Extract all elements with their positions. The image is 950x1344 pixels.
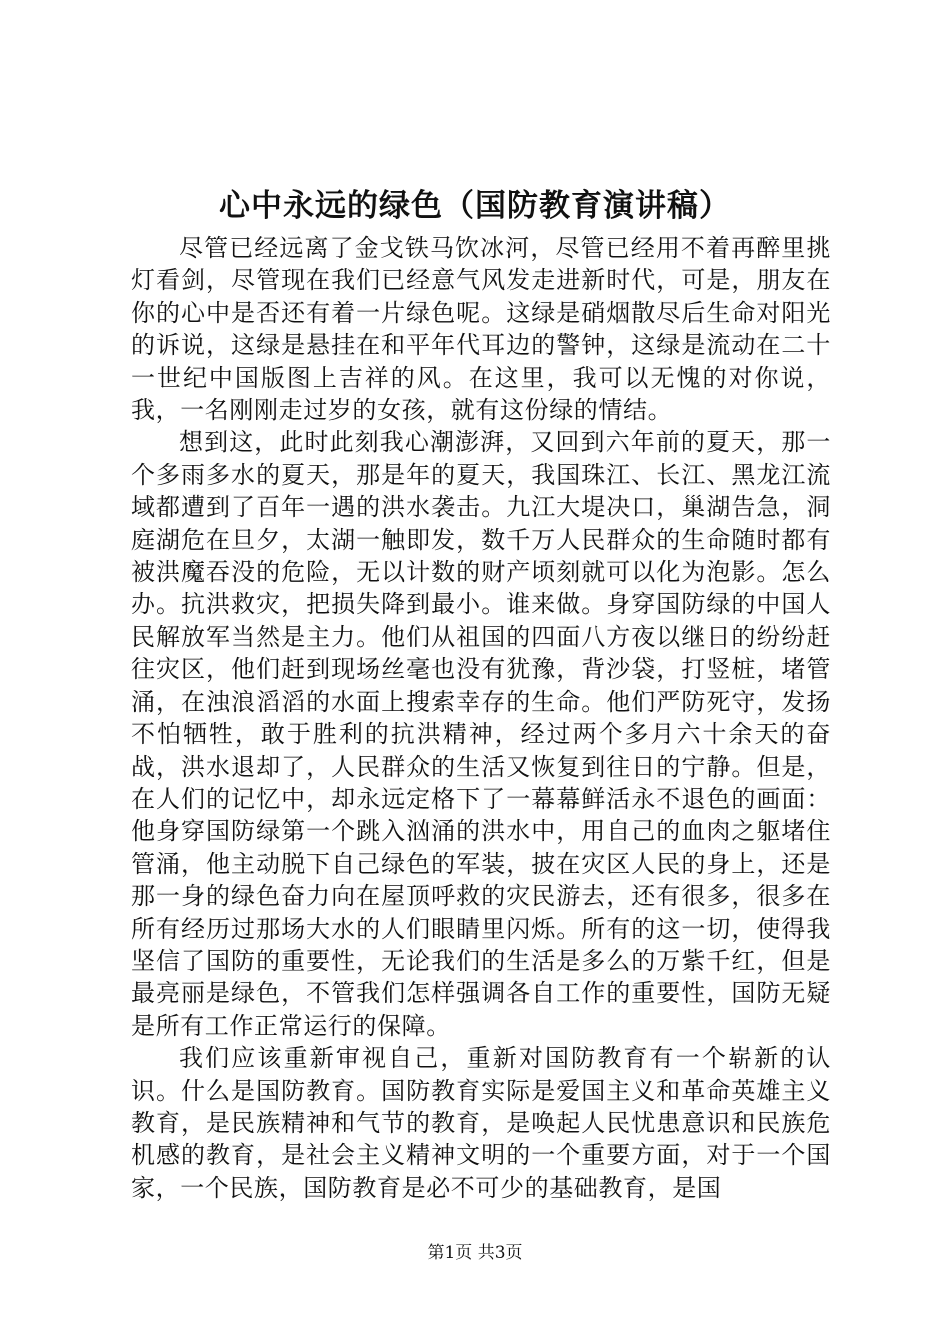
- paragraph-2: 想到这，此时此刻我心潮澎湃，又回到六年前的夏天，那一个多雨多水的夏天，那是年的夏天，我国珠江、长江、黑龙江流域都遭到了百年一遇的洪水袭击。九江大堤决口，巢湖告急，洞庭湖危在旦夕，太湖一触即发，数千万人民群众的生命随时都有被洪魔吞没的危险，无以计数的财产顷刻就可以化为泡影。怎么办。抗洪救灾，把损失降到最小。谁来做。身穿国防绿的中国人民解放军当然是主力。他们从祖国的四面八方夜以继日的纷纷赶往灾区，他们赶到现场丝毫也没有犹豫，背沙袋，打竖桩，堵管涌，在浊浪滔滔的水面上搜索幸存的生命。他们严防死守，发扬不怕牺牲，敢于胜利的抗洪精神，经过两个多月六十余天的奋战，洪水退却了，人民群众的生活又恢复到往日的宁静。但是，在人们的记忆中，却永远定格下了一幕幕鲜活永不退色的画面：他身穿国防绿第一个跳入汹涌的洪水中，用自己的血肉之躯堵住管涌，他主动脱下自己绿色的军装，披在灾区人民的身上，还是那一身的绿色奋力向在屋顶呼救的灾民游去，还有很多，很多在所有经历过那场大水的人们眼睛里闪烁。所有的这一切，使得我坚信了国防的重要性，无论我们的生活是多么的万紫千红，但是最亮丽是绿色，不管我们怎样强调各自工作的重要性，国防无疑是所有工作正常运行的保障。: [131, 428, 831, 1040]
- page-number-footer: 第1页 共3页: [427, 1243, 523, 1263]
- paragraph-1: 尽管已经远离了金戈铁马饮冰河，尽管已经用不着再醉里挑灯看剑，尽管现在我们已经意气风发走进新时代，可是，朋友在你的心中是否还有着一片绿色呢。这绿是硝烟散尽后生命对阳光的诉说，这绿是悬挂在和平年代耳边的警钟，这绿是流动在二十一世纪中国版图上吉祥的风。在这里，我可以无愧的对你说，我，一名刚刚走过岁的女孩，就有这份绿的情结。: [131, 234, 831, 425]
- paragraph-3: 我们应该重新审视自己，重新对国防教育有一个崭新的认识。什么是国防教育。国防教育实际是爱国主义和革命英雄主义教育，是民族精神和气节的教育，是唤起人民忧患意识和民族危机感的教育，是社会主义精神文明的一个重要方面，对于一个国家，一个民族，国防教育是必不可少的基础教育，是国: [131, 1044, 831, 1202]
- document-title: 心中永远的绿色（国防教育演讲稿）: [219, 188, 731, 224]
- document-body: [131, 232, 831, 1204]
